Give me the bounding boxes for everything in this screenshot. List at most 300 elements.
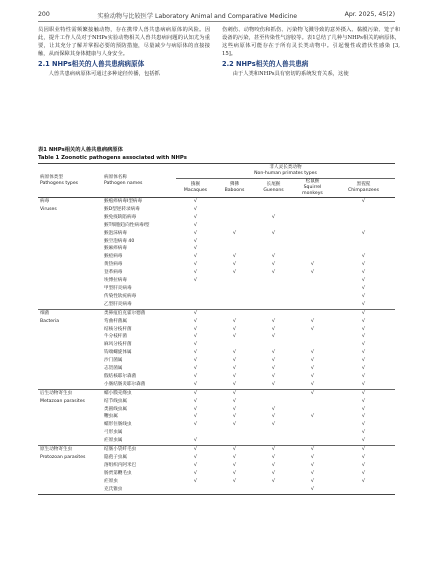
table-caption-en: Table 1 Zoonotic pathogens associated with NHPs: [38, 155, 187, 161]
empty-cell: [38, 365, 104, 373]
check-mark: √: [193, 317, 198, 324]
pathogen-name: 假结核耶尔森菌: [104, 373, 137, 379]
empty-cell: [38, 373, 104, 381]
check-mark: √: [232, 333, 237, 340]
empty-cell: [332, 486, 395, 494]
header-name-cn: 病原体名称: [104, 174, 127, 180]
empty-cell: [215, 437, 254, 445]
empty-cell: [215, 293, 254, 301]
pathogen-table: [38, 163, 395, 495]
pathogen-name: 肠贾第鞭毛虫: [104, 470, 132, 476]
check-mark: √: [271, 446, 276, 453]
check-mark: √: [193, 446, 198, 453]
table-row: [38, 446, 395, 454]
check-mark: √: [193, 325, 198, 332]
table-row: [38, 437, 395, 445]
check-mark: √: [361, 325, 366, 332]
check-mark: √: [361, 446, 366, 453]
empty-cell: [254, 277, 293, 285]
pathogen-type-cn: 后生动物寄生虫: [40, 390, 73, 396]
check-mark: √: [361, 365, 366, 372]
header-nhp-group: [176, 164, 395, 179]
species-name-cn: 猕猴: [190, 182, 201, 187]
empty-cell: [38, 429, 104, 437]
check-mark: √: [193, 372, 198, 379]
check-mark: √: [193, 357, 198, 364]
table-row: [38, 285, 395, 293]
pathogen-name: 疟原虫: [104, 478, 118, 484]
species-header-0: [176, 179, 215, 198]
check-mark: √: [232, 269, 237, 276]
empty-cell: [215, 198, 254, 206]
table-row: [38, 230, 395, 238]
empty-cell: [332, 238, 395, 246]
check-mark: √: [271, 380, 276, 387]
check-mark: √: [310, 372, 315, 379]
check-mark: √: [232, 325, 237, 332]
check-mark: √: [271, 469, 276, 476]
empty-cell: [38, 238, 104, 246]
check-mark: √: [232, 261, 237, 268]
pathogen-name: 隐孢子虫属: [104, 455, 127, 460]
pathogen-name: 猴泡沫病毒: [104, 230, 127, 236]
check-mark: √: [361, 477, 366, 484]
left-column: [38, 26, 210, 78]
table-row: [38, 269, 395, 277]
species-header-3: [293, 179, 332, 198]
table-row: [38, 222, 395, 230]
empty-cell: [38, 222, 104, 230]
check-mark: √: [232, 397, 237, 404]
empty-cell: [293, 398, 332, 406]
empty-cell: [215, 285, 254, 293]
check-mark: √: [310, 413, 315, 420]
section-2-2-heading: 2.2 NHPs相关的人兽共患病: [222, 60, 309, 69]
left-intro-paragraph: 员因职业特性需频繁接触动物，存在携带人兽共患病病原体的风险。因此，提升工作人员对于NHPs实验动物相关人兽共患病问题的认知尤为重要，让其充分了解并掌握必要的预防措施，尽量减少与病原体的直接接触，从而保障其身体健康与人身安全。: [38, 27, 210, 58]
pathogen-name: 志贺菌属: [104, 366, 123, 372]
section-2-1-text: 人兽共患病病原体可通过多种途径传播，包括抓: [48, 71, 160, 78]
check-mark: √: [361, 421, 366, 428]
header-group-cn: 非人灵长类动物: [269, 165, 302, 170]
pathogen-name: 类圆线虫属: [104, 406, 127, 412]
check-mark: √: [271, 229, 276, 236]
check-mark: √: [271, 213, 276, 220]
pathogen-name: 弯曲杆菌属: [104, 318, 127, 324]
check-mark: √: [361, 397, 366, 404]
check-mark: √: [271, 454, 276, 460]
check-mark: √: [361, 469, 366, 476]
empty-cell: [293, 206, 332, 214]
empty-cell: [215, 245, 254, 253]
check-mark: √: [193, 461, 198, 468]
check-mark: √: [193, 454, 198, 460]
check-mark: √: [361, 300, 366, 307]
empty-cell: [254, 429, 293, 437]
table-row: [38, 462, 395, 470]
empty-cell: [254, 238, 293, 246]
pathogen-name: 传染性软疣病毒: [104, 293, 137, 299]
check-mark: √: [310, 469, 315, 476]
empty-cell: [254, 389, 293, 397]
check-mark: √: [310, 357, 315, 364]
empty-cell: [332, 214, 395, 222]
empty-cell: [293, 222, 332, 230]
check-mark: √: [271, 357, 276, 364]
pathogen-name: 猴免疫缺陷病毒: [104, 214, 137, 220]
species-name-en: Baboons: [224, 188, 245, 193]
check-mark: √: [361, 413, 366, 420]
check-mark: √: [193, 389, 198, 396]
empty-cell: [38, 437, 104, 445]
check-mark: √: [232, 357, 237, 364]
header-rule: [38, 21, 395, 22]
check-mark: √: [193, 213, 198, 220]
empty-cell: [38, 333, 104, 341]
table-row: [38, 470, 395, 478]
species-name-en: Guenons: [263, 188, 284, 193]
empty-cell: [38, 277, 104, 285]
pathogen-name: 蠕形住肠线虫: [104, 422, 132, 428]
check-mark: √: [232, 253, 237, 260]
check-mark: √: [271, 461, 276, 468]
check-mark: √: [232, 365, 237, 372]
right-intro-paragraph: 伤刺伤、动物咬伤和抓伤、污染物飞溅导致的意外摄入、黏膜污染、笼子和设备的污染，甚至传染性气溶胶等。表1总结了几种与NHPs相关的病原体，这些病原体可能存在于所有灵长类动物中。引起慢性或潜伏性感染 [3, 15]。: [222, 27, 400, 58]
pathogen-name: 克氏锥虫: [104, 486, 123, 492]
check-mark: √: [310, 269, 315, 276]
check-mark: √: [361, 309, 366, 316]
empty-cell: [215, 341, 254, 349]
empty-cell: [38, 269, 104, 277]
check-mark: √: [310, 380, 315, 387]
check-mark: √: [232, 477, 237, 484]
table-row: [38, 486, 395, 494]
journal-title: 实验动物与比较医学 Laboratory Animal and Comparative Medicine: [97, 13, 298, 20]
pathogen-name: 结核分枝杆菌: [104, 326, 132, 332]
header-pathogen-type: [38, 164, 104, 198]
pathogen-name: 登革病毒: [104, 270, 123, 276]
empty-cell: [254, 198, 293, 206]
check-mark: √: [361, 292, 366, 299]
check-mark: √: [310, 446, 315, 453]
check-mark: √: [310, 389, 315, 396]
empty-cell: [254, 309, 293, 317]
check-mark: √: [232, 317, 237, 324]
check-mark: √: [193, 261, 198, 268]
empty-cell: [332, 245, 395, 253]
table-row: [38, 406, 395, 414]
check-mark: √: [232, 413, 237, 420]
check-mark: √: [271, 253, 276, 260]
empty-cell: [176, 486, 215, 494]
empty-cell: [215, 301, 254, 309]
empty-cell: [215, 238, 254, 246]
pathogen-name: 猴痘病毒: [104, 254, 123, 260]
empty-cell: [254, 245, 293, 253]
table-row: [38, 454, 395, 462]
pathogen-name: 小肠结肠炎耶尔森菌: [104, 381, 146, 387]
check-mark: √: [310, 454, 315, 460]
pathogen-name: 鞭虫属: [104, 414, 118, 420]
check-mark: √: [361, 229, 366, 236]
empty-cell: [293, 429, 332, 437]
empty-cell: [215, 214, 254, 222]
species-name-cn: 狒狒: [229, 182, 240, 187]
empty-cell: [293, 253, 332, 261]
empty-cell: [293, 238, 332, 246]
empty-cell: [293, 293, 332, 301]
empty-cell: [38, 357, 104, 365]
empty-cell: [176, 285, 215, 293]
check-mark: √: [193, 269, 198, 276]
pathogen-type-en: Metazoan parasites: [40, 398, 85, 404]
check-mark: √: [271, 477, 276, 484]
empty-cell: [38, 245, 104, 253]
check-mark: √: [361, 277, 366, 284]
check-mark: √: [361, 261, 366, 268]
check-mark: √: [361, 198, 366, 204]
species-name-en: Chimpanzees: [348, 188, 379, 193]
check-mark: √: [361, 405, 366, 412]
check-mark: √: [361, 437, 366, 444]
pathogen-name: 结肠小袋纤毛虫: [104, 447, 137, 453]
table-row: [38, 381, 395, 389]
pathogen-name: 蠕小膜壳绦虫: [104, 390, 132, 396]
empty-cell: [38, 341, 104, 349]
check-mark: √: [310, 317, 315, 324]
species-name-en: Macaques: [183, 188, 208, 193]
check-mark: √: [232, 446, 237, 453]
check-mark: √: [232, 389, 237, 396]
table-row: [38, 373, 395, 381]
pathogen-type-cn: 病毒: [40, 199, 50, 204]
empty-cell: [293, 421, 332, 429]
empty-cell: [38, 301, 104, 309]
table-row: [38, 421, 395, 429]
table-row: [38, 398, 395, 406]
check-mark: √: [310, 485, 315, 492]
pathogen-name: 牛分枝杆菌: [104, 334, 127, 340]
check-mark: √: [232, 229, 237, 236]
table-caption-cn: 表1 NHPs相关的人兽共患病病原体: [38, 147, 123, 153]
empty-cell: [176, 293, 215, 301]
pathogen-name: 麻风分枝杆菌: [104, 342, 132, 348]
table-row: [38, 293, 395, 301]
empty-cell: [293, 333, 332, 341]
check-mark: √: [271, 405, 276, 412]
empty-cell: [38, 253, 104, 261]
right-column: [222, 26, 400, 78]
empty-cell: [38, 214, 104, 222]
pathogen-type-cn: 细菌: [40, 310, 50, 316]
table-row: [38, 214, 395, 222]
empty-cell: [38, 413, 104, 421]
table-row: [38, 341, 395, 349]
empty-cell: [38, 285, 104, 293]
pathogen-name: 猴空泡病毒 40: [104, 238, 135, 244]
species-name-cn: 松鼠猴: [305, 179, 320, 184]
pathogen-name: 沙门菌属: [104, 358, 123, 364]
empty-cell: [293, 277, 332, 285]
header-group-en: Non-human primates types: [254, 171, 317, 176]
empty-cell: [38, 349, 104, 357]
table-row: [38, 238, 395, 246]
empty-cell: [293, 245, 332, 253]
pathogen-name: 猴麻疹病毒: [104, 246, 127, 252]
empty-cell: [215, 429, 254, 437]
species-header-2: [254, 179, 293, 198]
table-row: [38, 389, 395, 397]
check-mark: √: [193, 477, 198, 484]
check-mark: √: [361, 333, 366, 340]
page-number: 200: [38, 11, 50, 18]
empty-cell: [293, 309, 332, 317]
empty-cell: [215, 206, 254, 214]
check-mark: √: [361, 349, 366, 356]
empty-cell: [254, 437, 293, 445]
table-row: [38, 206, 395, 214]
empty-cell: [293, 230, 332, 238]
check-mark: √: [193, 277, 198, 284]
table-row: [38, 245, 395, 253]
check-mark: √: [310, 325, 315, 332]
table-row: [38, 326, 395, 334]
check-mark: √: [193, 341, 198, 348]
species-name-cn: 黑猩猩: [356, 182, 371, 187]
table-row: [38, 478, 395, 486]
check-mark: √: [310, 261, 315, 268]
check-mark: √: [193, 245, 198, 252]
table-row: [38, 357, 395, 365]
section-2-1-heading: 2.1 NHPs相关的人兽共患病病原体: [38, 60, 145, 69]
check-mark: √: [271, 317, 276, 324]
check-mark: √: [193, 198, 198, 204]
pathogen-name: 钩端螺旋体属: [104, 350, 132, 356]
empty-cell: [38, 406, 104, 414]
check-mark: √: [361, 253, 366, 260]
empty-cell: [38, 486, 104, 494]
check-mark: √: [361, 341, 366, 348]
section-2-2-text: 由于人类和NHPs具有密切的系统发育关系，这使: [232, 71, 349, 78]
header-name-en: Pathogen names: [104, 180, 143, 186]
check-mark: √: [232, 349, 237, 356]
empty-cell: [215, 277, 254, 285]
check-mark: √: [361, 372, 366, 379]
table-row: [38, 349, 395, 357]
table-row: [38, 261, 395, 269]
check-mark: √: [361, 380, 366, 387]
empty-cell: [254, 285, 293, 293]
check-mark: √: [193, 413, 198, 420]
check-mark: √: [193, 253, 198, 260]
empty-cell: [38, 261, 104, 269]
empty-cell: [38, 478, 104, 486]
table-row: [38, 429, 395, 437]
table-row: [38, 277, 395, 285]
species-header-1: [215, 179, 254, 198]
check-mark: √: [193, 221, 198, 228]
pathogen-name: 疟原虫属: [104, 438, 123, 444]
empty-cell: [176, 429, 215, 437]
check-mark: √: [271, 421, 276, 428]
empty-cell: [38, 293, 104, 301]
check-mark: √: [271, 365, 276, 372]
check-mark: √: [193, 333, 198, 340]
empty-cell: [215, 309, 254, 317]
pathogen-name: 乙型肝炎病毒: [104, 301, 132, 307]
empty-cell: [215, 222, 254, 230]
running-header: [38, 11, 395, 20]
empty-cell: [254, 206, 293, 214]
table-row: [38, 301, 395, 309]
empty-cell: [293, 214, 332, 222]
species-name-en: Squirrel monkeys: [302, 185, 323, 196]
check-mark: √: [361, 357, 366, 364]
check-mark: √: [361, 429, 366, 436]
check-mark: √: [361, 317, 366, 324]
pathogen-name: 猴疱疹病毒Ⅰ型病毒: [104, 199, 143, 204]
empty-cell: [254, 222, 293, 230]
pathogen-type-en: Viruses: [40, 206, 57, 212]
check-mark: √: [193, 365, 198, 372]
issue-info: Apr. 2025, 45(2): [344, 11, 395, 18]
pathogen-type-cn: 原生动物寄生虫: [40, 447, 73, 453]
check-mark: √: [193, 309, 198, 316]
check-mark: √: [361, 284, 366, 291]
empty-cell: [254, 293, 293, 301]
check-mark: √: [310, 365, 315, 372]
check-mark: √: [271, 333, 276, 340]
header-pathogen-name: [104, 164, 176, 198]
empty-cell: [293, 437, 332, 445]
empty-cell: [254, 398, 293, 406]
check-mark: √: [271, 349, 276, 356]
check-mark: √: [271, 413, 276, 420]
check-mark: √: [193, 349, 198, 356]
check-mark: √: [361, 389, 366, 396]
pathogen-name: 猴T细胞趋向性病毒Ⅰ型: [104, 222, 150, 228]
table-row: [38, 413, 395, 421]
check-mark: √: [310, 349, 315, 356]
pathogen-name: 类鼻疽伯克霍尔德菌: [104, 310, 146, 316]
check-mark: √: [271, 261, 276, 268]
pathogen-name: 弓形虫属: [104, 430, 123, 436]
check-mark: √: [193, 469, 198, 476]
check-mark: √: [232, 380, 237, 387]
empty-cell: [293, 285, 332, 293]
pathogen-name: 溶组织内阿米巴: [104, 462, 137, 468]
empty-cell: [38, 230, 104, 238]
species-name-cn: 长尾猴: [266, 182, 281, 187]
table-row: [38, 309, 395, 317]
check-mark: √: [193, 421, 198, 428]
empty-cell: [293, 198, 332, 206]
table-row: [38, 198, 395, 206]
check-mark: √: [232, 372, 237, 379]
header-type-cn: 病原体类型: [40, 174, 63, 180]
check-mark: √: [193, 380, 198, 387]
pathogen-name: 黄热病毒: [104, 262, 123, 268]
pathogen-name: 猴D型逆转录病毒: [104, 206, 140, 212]
pathogen-name: 埃博拉病毒: [104, 278, 127, 284]
check-mark: √: [193, 405, 198, 412]
species-header-4: [332, 179, 395, 198]
check-mark: √: [310, 477, 315, 484]
table-row: [38, 333, 395, 341]
check-mark: √: [193, 205, 198, 212]
empty-cell: [254, 301, 293, 309]
check-mark: √: [193, 237, 198, 244]
empty-cell: [293, 341, 332, 349]
